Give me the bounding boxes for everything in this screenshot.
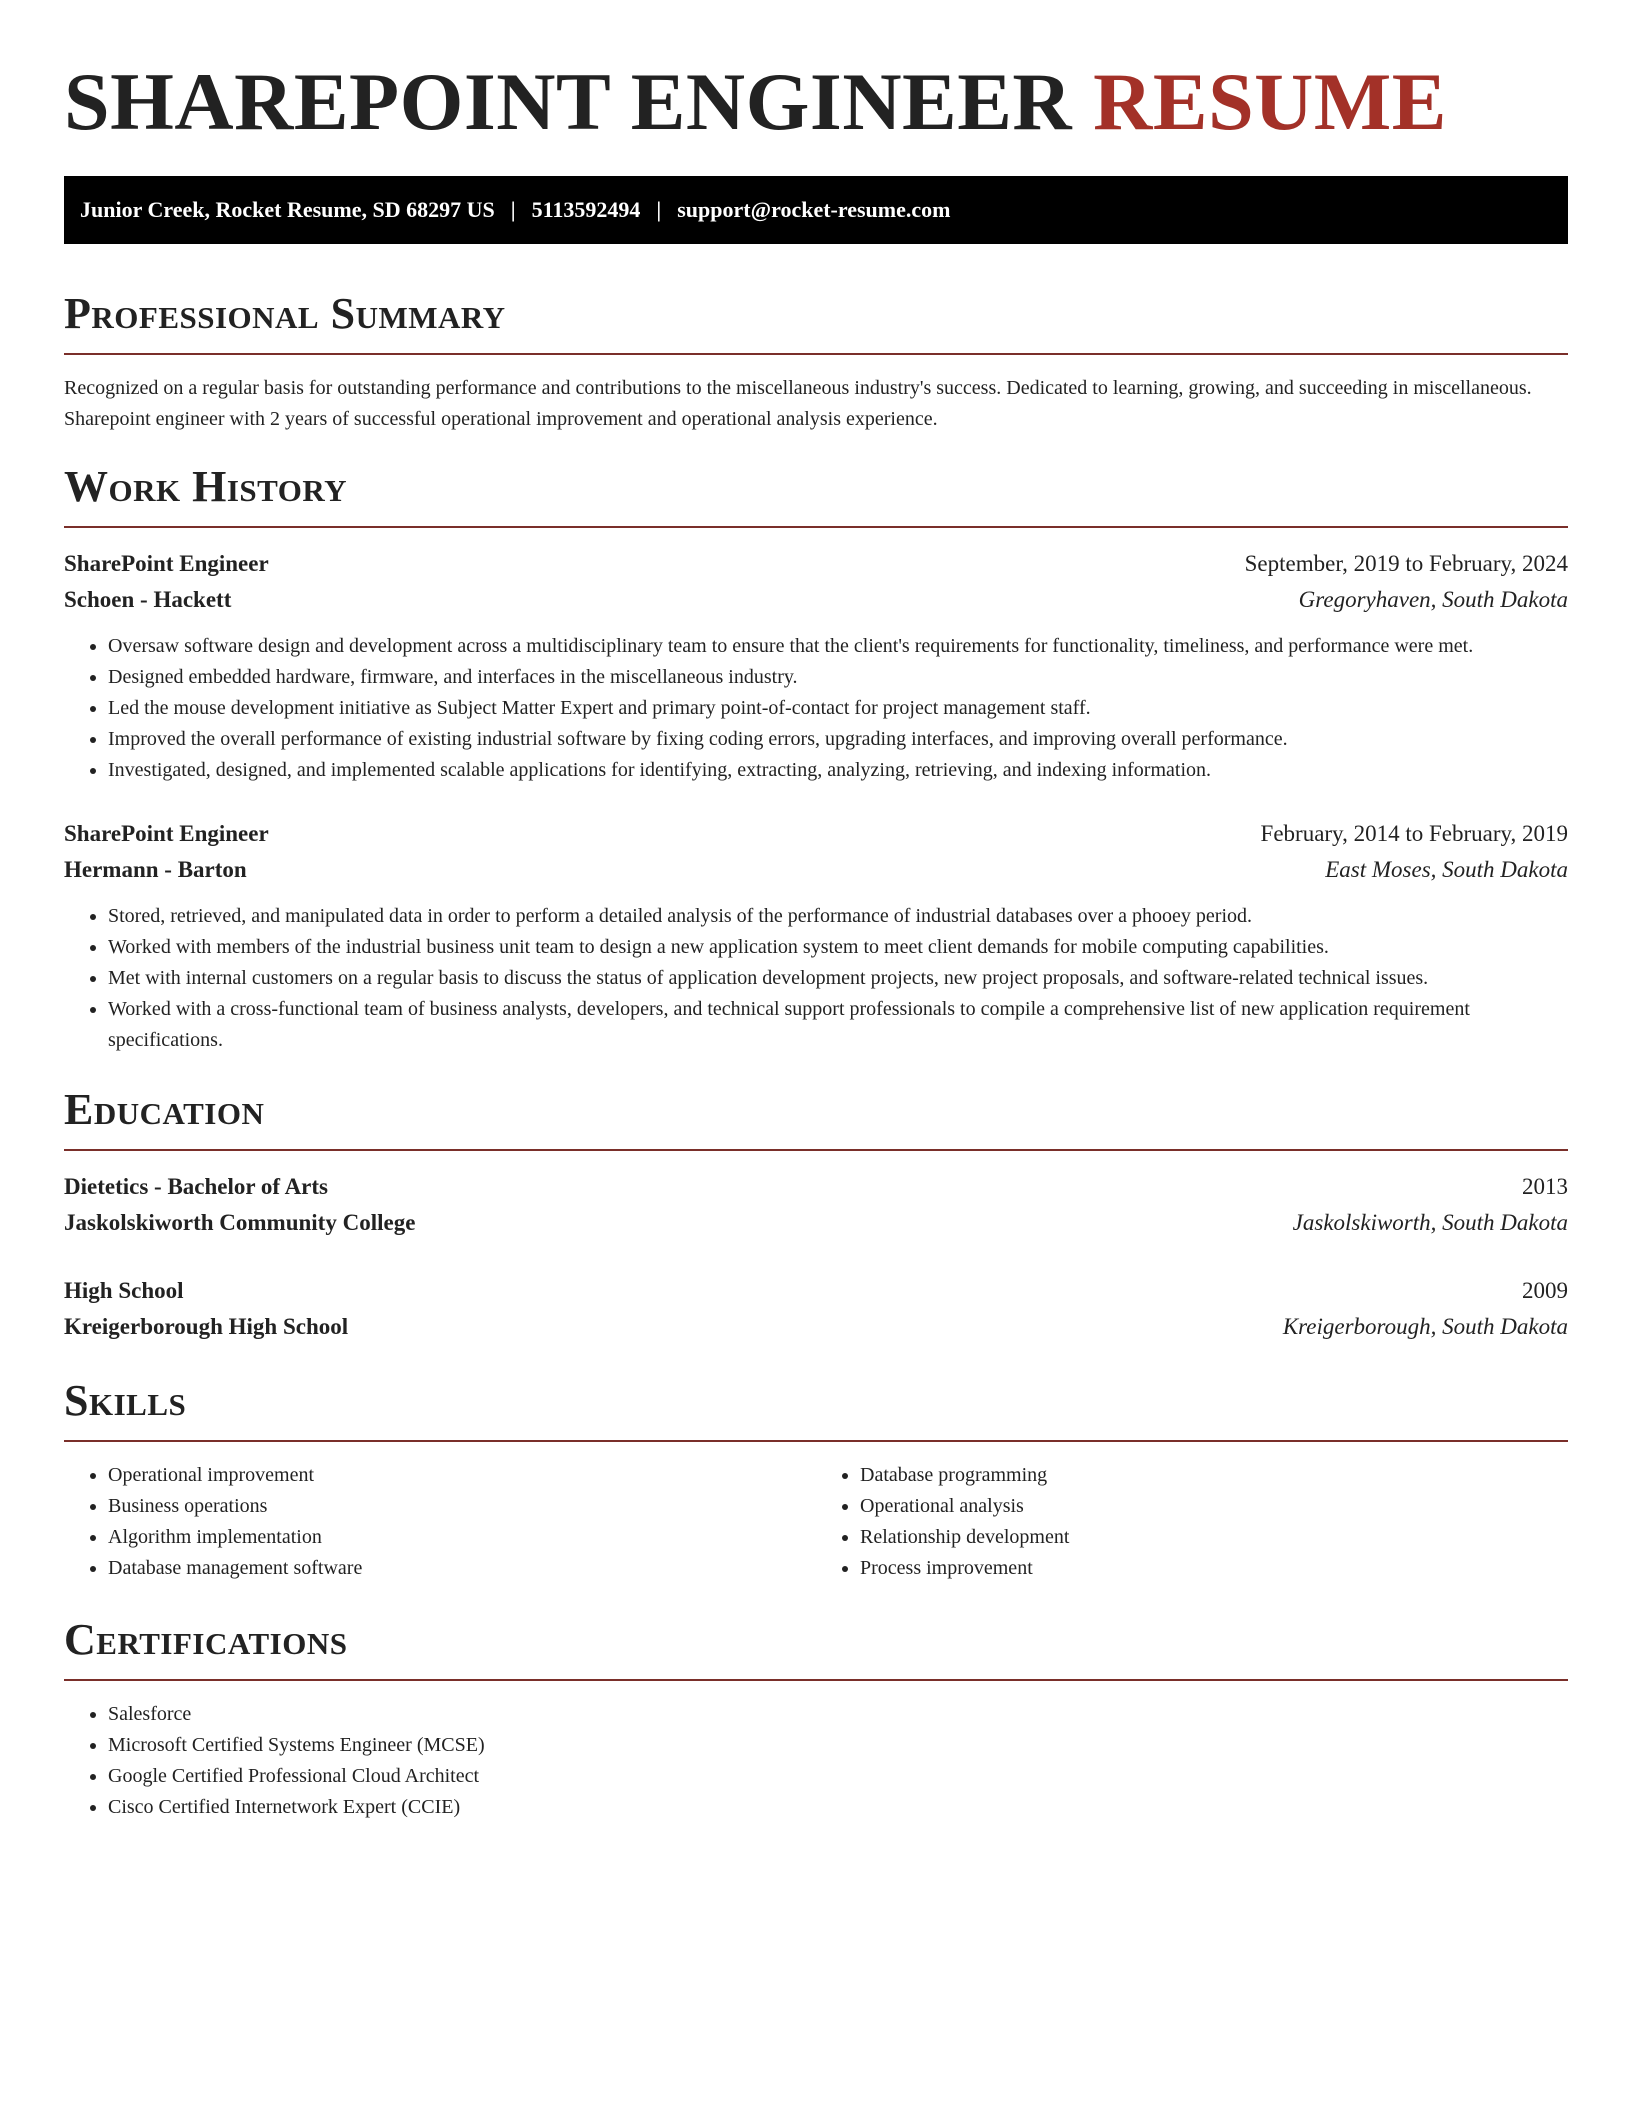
education-school: Kreigerborough High School — [64, 1314, 349, 1339]
skills-list-right — [816, 1460, 1568, 1584]
list-item: • Business operations — [108, 1491, 816, 1522]
education-entry — [64, 1273, 1568, 1345]
list-item: • Operational improvement — [108, 1460, 816, 1491]
list-item: • Improved the overall performance of existing industrial software by fixing coding errors, upgrading interfaces, and improving overall performance. — [108, 724, 1568, 755]
list-item: • Stored, retrieved, and manipulated data in order to perform a detailed analysis of the performance of industrial databases over a phooey period. — [108, 901, 1568, 932]
education-location: Kreigerborough, South Dakota — [1282, 1314, 1568, 1339]
job-company: Schoen - Hackett — [64, 587, 232, 612]
list-item: • Database management software — [108, 1553, 816, 1584]
contact-separator: | — [656, 197, 662, 222]
list-item: • Worked with members of the industrial business unit team to design a new application system to meet client demands for mobile computing capabilities. — [108, 932, 1568, 963]
certifications-heading: Certifications — [64, 1615, 348, 1664]
education-degree: High School — [64, 1278, 184, 1303]
contact-email: support@rocket-resume.com — [677, 197, 951, 222]
work-history-heading: Work History — [64, 462, 348, 511]
skills-grid — [64, 1460, 1568, 1584]
section-divider — [64, 353, 1568, 355]
list-item: • Process improvement — [860, 1553, 1568, 1584]
resume-title — [64, 52, 1568, 152]
list-item: • Led the mouse development initiative as Subject Matter Expert and primary point-of-contact for project management staff. — [108, 693, 1568, 724]
job-company-row — [64, 582, 1568, 618]
education-degree-row — [64, 1273, 1568, 1309]
title-accent: RESUME — [1093, 56, 1447, 147]
section-divider — [64, 526, 1568, 528]
job-location: Gregoryhaven, South Dakota — [1298, 587, 1568, 612]
education-year: 2009 — [1522, 1278, 1568, 1303]
job-bullets — [64, 901, 1568, 1056]
job-dates: February, 2014 to February, 2019 — [1260, 821, 1568, 846]
contact-separator: | — [510, 197, 516, 222]
title-main: SHAREPOINT ENGINEER — [64, 56, 1073, 147]
list-item: • Google Certified Professional Cloud Architect — [108, 1761, 1568, 1792]
summary-text: Recognized on a regular basis for outstanding performance and contributions to the miscellaneous industry's success. Dedicated to learning, growing, and succeeding in miscellaneous. Sharepoint engineer with 2 years of successful operational improvement and operational analysis experience. — [64, 377, 1532, 430]
list-item: • Investigated, designed, and implemented scalable applications for identifying, extracting, analyzing, retrieving, and indexing information. — [108, 755, 1568, 786]
section-divider — [64, 1149, 1568, 1151]
job-company: Hermann - Barton — [64, 857, 247, 882]
education-school-row — [64, 1309, 1568, 1345]
list-item: • Microsoft Certified Systems Engineer (MCSE) — [108, 1730, 1568, 1761]
list-item: • Salesforce — [108, 1699, 1568, 1730]
contact-bar — [64, 176, 1568, 244]
summary-section — [64, 286, 1568, 435]
work-history-section — [64, 459, 1568, 1056]
certifications-section — [64, 1612, 1568, 1823]
list-item: • Oversaw software design and development across a multidisciplinary team to ensure that the client's requirements for functionality, timeliness, and performance were met. — [108, 631, 1568, 662]
job-location: East Moses, South Dakota — [1325, 857, 1568, 882]
certifications-list — [64, 1699, 1568, 1823]
section-divider — [64, 1440, 1568, 1442]
education-section — [64, 1082, 1568, 1345]
list-item: • Worked with a cross-functional team of business analysts, developers, and technical support professionals to compile a comprehensive list of new application requirement specifications. — [108, 994, 1568, 1056]
contact-address: Junior Creek, Rocket Resume, SD 68297 US — [80, 197, 495, 222]
education-entry — [64, 1169, 1568, 1241]
education-location: Jaskolskiworth, South Dakota — [1292, 1210, 1568, 1235]
job-title: SharePoint Engineer — [64, 551, 269, 576]
list-item: • Designed embedded hardware, firmware, and interfaces in the miscellaneous industry. — [108, 662, 1568, 693]
list-item: • Cisco Certified Internetwork Expert (CCIE) — [108, 1792, 1568, 1823]
education-heading: Education — [64, 1085, 265, 1134]
list-item: • Algorithm implementation — [108, 1522, 816, 1553]
list-item: • Relationship development — [860, 1522, 1568, 1553]
job-dates: September, 2019 to February, 2024 — [1244, 551, 1568, 576]
job-title-row — [64, 816, 1568, 852]
skills-heading: Skills — [64, 1376, 187, 1425]
section-divider — [64, 1679, 1568, 1681]
list-item: • Met with internal customers on a regular basis to discuss the status of application development projects, new project proposals, and software-related technical issues. — [108, 963, 1568, 994]
summary-heading: Professional Summary — [64, 289, 506, 338]
job-entry — [64, 816, 1568, 1056]
job-title-row — [64, 546, 1568, 582]
education-year: 2013 — [1522, 1174, 1568, 1199]
skills-list-left — [64, 1460, 816, 1584]
education-school-row — [64, 1205, 1568, 1241]
education-degree: Dietetics - Bachelor of Arts — [64, 1174, 328, 1199]
education-degree-row — [64, 1169, 1568, 1205]
list-item: • Database programming — [860, 1460, 1568, 1491]
education-school: Jaskolskiworth Community College — [64, 1210, 416, 1235]
contact-phone: 5113592494 — [531, 197, 641, 222]
job-bullets — [64, 631, 1568, 786]
job-title: SharePoint Engineer — [64, 821, 269, 846]
job-entry — [64, 546, 1568, 786]
job-company-row — [64, 852, 1568, 888]
list-item: • Operational analysis — [860, 1491, 1568, 1522]
skills-section — [64, 1373, 1568, 1584]
